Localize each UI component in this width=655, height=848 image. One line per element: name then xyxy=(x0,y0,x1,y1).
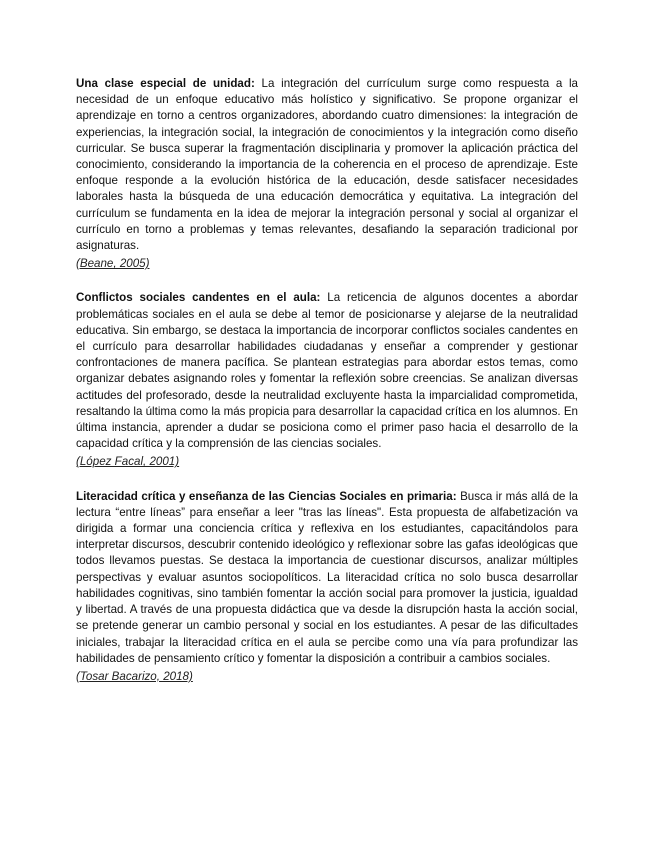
entry-citation: (López Facal, 2001) xyxy=(76,455,180,469)
entry-body: La reticencia de algunos docentes a abordar problemáticas sociales en el aula se debe al temor de posicionarse y alejarse de la neutralidad educativa. Sin embargo, se destaca la importancia de incorporar conflictos sociales candentes en el currículo para desarrollar habilidades ciudadanas y enseñar a comprender y gestionar confrontaciones de manera pacífica. Se plantean estrategias para abordar estos temas, como organizar debates asignando roles y fomentar la reflexión sobre creencias. Se analizan diversas actitudes del profesorado, desde la neutralidad excluyente hasta la imparcialidad comprometida, resaltando la última como la más propicia para desarrollar la capacidad crítica en los alumnos. En última instancia, aprender a dudar se posiciona como el primer paso hacia el desarrollo de la capacidad crítica y la comprensión de las ciencias sociales. xyxy=(76,291,579,451)
entry-citation: (Beane, 2005) xyxy=(76,257,150,271)
summary-entry-beane xyxy=(76,76,578,272)
summary-entry-lopez-facal xyxy=(76,290,578,470)
entry-paragraph xyxy=(76,489,578,667)
entry-body: La integración del currículum surge como respuesta a la necesidad de un enfoque educativo más holístico y significativo. Se propone organizar el aprendizaje en torno a centros organizadores, abordando cuatro dimensiones: la integración de experiencias, la integración social, la integración de conocimientos y la integración como diseño curricular. Se busca superar la fragmentación disciplinaria y promover la aplicación práctica del conocimiento, considerando la importancia de la coherencia en el proceso de aprendizaje. Este enfoque responde a la evolución histórica de la educación, desde satisfacer necesidades laborales hasta la búsqueda de una educación democrática y equitativa. La integración del currículum se fundamenta en la idea de mejorar la integración personal y social al organizar el currículo en torno a problemas y temas relevantes, desafiando la separación tradicional por asignaturas. xyxy=(76,77,578,253)
document-page xyxy=(76,76,578,703)
entry-body: Busca ir más allá de la lectura “entre líneas” para enseñar a leer "tras las líneas". Esta propuesta de alfabetización va dirigida a formar una conciencia crítica y reflexiva en los estudiantes, capacitándolos para interpretar discursos, descubrir contenido ideológico y reflexionar sobre las gafas ideológicas que todos llevamos puestas. Se destaca la importancia de cuestionar discursos, analizar múltiples perspectivas y evaluar asuntos sociopolíticos. La literacidad crítica no solo busca desarrollar habilidades cognitivas, sino también fomentar la acción social para promover la justicia, igualdad y libertad. A través de una propuesta didáctica que va desde la disrupción hasta la acción social, se pretende generar un cambio personal y social en los estudiantes. A pesar de las dificultades iniciales, trabajar la literacidad crítica en el aula se percibe como una vía para profundizar las habilidades de pensamiento crítico y fomentar la disposición a contribuir a cambios sociales. xyxy=(76,489,578,665)
entry-title: Una clase especial de unidad: xyxy=(76,77,255,90)
summary-entry-tosar-bacarizo xyxy=(76,489,578,685)
entry-paragraph xyxy=(76,290,578,452)
entry-paragraph xyxy=(76,76,578,254)
entry-citation: (Tosar Bacarizo, 2018) xyxy=(76,669,193,683)
entry-title: Conflictos sociales candentes en el aula: xyxy=(76,291,321,305)
entry-title: Literacidad crítica y enseñanza de las Ciencias Sociales en primaria: xyxy=(76,489,457,503)
